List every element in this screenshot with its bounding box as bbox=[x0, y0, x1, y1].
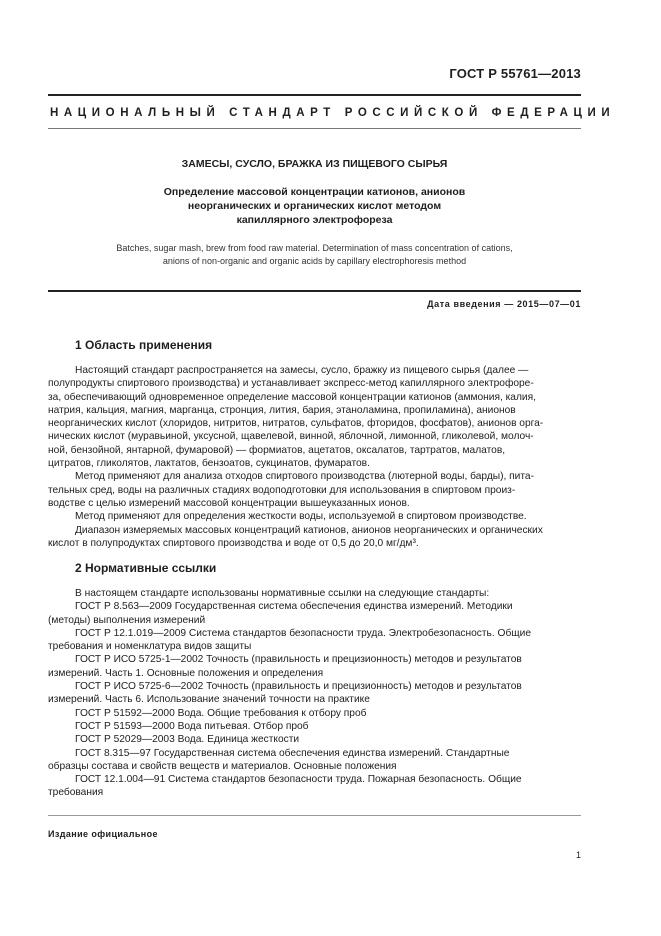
text-line: цитратов, гликолятов, лактатов, бензоатов, сукцинатов, фумаратов. bbox=[48, 458, 370, 470]
text-line: ГОСТ Р ИСО 5725-1—2002 Точность (правильность и прецизионность) методов и результатов bbox=[75, 654, 522, 666]
text-line: требования bbox=[48, 787, 104, 799]
text-line: Метод применяют для определения жесткости воды, используемой в спиртовом производстве. bbox=[75, 511, 527, 523]
text-line: В настоящем стандарте использованы нормативные ссылки на следующие стандарты: bbox=[75, 588, 490, 599]
text-line: ГОСТ Р 51593—2000 Вода питьевая. Отбор проб bbox=[75, 720, 309, 732]
text-line: ГОСТ 8.315—97 Государственная система обеспечения единства измерений. Стандартные bbox=[75, 747, 510, 759]
text-line: ГОСТ Р ИСО 5725-6—2002 Точность (правильность и прецизионность) методов и результатов bbox=[75, 681, 522, 693]
date-rule bbox=[48, 290, 581, 292]
section-2-body bbox=[48, 587, 581, 800]
subtitle-line: Определение массовой концентрации катионов, анионов bbox=[163, 186, 466, 198]
text-line: измерений. Часть 1. Основные положения и определения bbox=[48, 667, 324, 679]
text-line: Метод применяют для анализа отходов спиртового производства (лютерной воды, барды), пита- bbox=[75, 471, 534, 483]
text-line: Настоящий стандарт распространяется на замесы, сусло, бражку из пищевого сырья (далее — bbox=[75, 365, 529, 376]
english-title-line: Batches, sugar mash, brew from food raw material. Determination of mass concentration of cations, bbox=[116, 243, 513, 253]
introduction-date: Дата введения — 2015—07—01 bbox=[427, 299, 581, 309]
subtitle-line: капиллярного электрофореза bbox=[236, 214, 393, 226]
text-line: натрия, кальция, магния, марганца, стронция, лития, бария, этаноламина, пропиламина), анионов bbox=[48, 404, 516, 416]
section-1-heading: 1 Область применения bbox=[75, 338, 213, 352]
section-1-body bbox=[48, 364, 581, 550]
top-rule bbox=[48, 94, 581, 96]
standard-code: ГОСТ Р 55761—2013 bbox=[449, 66, 581, 81]
text-line: тельных сред, воды на различных стадиях водоподготовки для использования в спиртовом произ- bbox=[48, 484, 516, 496]
text-line: ГОСТ Р 52029—2003 Вода. Единица жесткости bbox=[75, 734, 300, 746]
page-number: 1 bbox=[575, 850, 581, 860]
document-subtitle bbox=[48, 185, 581, 227]
text-line: водстве с целью измерений массовой концентрации вышеуказанных ионов. bbox=[48, 497, 410, 509]
text-line: нических кислот (муравьиной, уксусной, щавелевой, винной, яблочной, лимонной, гликолевой, молоч- bbox=[48, 431, 534, 443]
text-line: ГОСТ Р 51592—2000 Вода. Общие требования к отбору проб bbox=[75, 707, 367, 719]
official-edition-label: Издание официальное bbox=[48, 829, 158, 839]
text-line: требования и номенклатура видов защиты bbox=[48, 641, 252, 653]
text-line: полупродукты спиртового производства) и устанавливает экспресс-метод капиллярного электрофоре- bbox=[48, 378, 534, 390]
text-line: ГОСТ 12.1.004—91 Система стандартов безопасности труда. Пожарная безопасность. Общие bbox=[75, 774, 522, 786]
section-2-heading: 2 Нормативные ссылки bbox=[75, 561, 217, 575]
english-title bbox=[48, 242, 581, 268]
text-line: неорганических кислот (хлоридов, нитритов, нитратов, сульфатов, фторидов, фосфатов), анионов орга- bbox=[48, 418, 544, 430]
document-title: ЗАМЕСЫ, СУСЛО, БРАЖКА ИЗ ПИЩЕВОГО СЫРЬЯ bbox=[181, 158, 448, 170]
text-line: Диапазон измеряемых массовых концентраций катионов, анионов неорганических и органических bbox=[75, 524, 543, 536]
footer-rule bbox=[48, 815, 581, 816]
text-line: образцы состава и свойств веществ и материалов. Основные положения bbox=[48, 760, 397, 772]
header-rule bbox=[48, 128, 581, 129]
text-line: ной, бензойной, янтарной, фумаровой) — формиатов, ацетатов, оксалатов, тартратов, малатов, bbox=[48, 444, 506, 456]
text-line: измерений. Часть 6. Использование значений точности на практике bbox=[48, 694, 370, 706]
national-standard-heading: НАЦИОНАЛЬНЫЙ СТАНДАРТ РОССИЙСКОЙ ФЕДЕРАЦИИ bbox=[50, 107, 616, 119]
subtitle-line: неорганических и органических кислот методом bbox=[187, 200, 442, 212]
text-line: кислот в полупродуктах спиртового производства и воде от 0,5 до 20,0 мг/дм³. bbox=[48, 537, 419, 549]
text-line: (методы) выполнения измерений bbox=[48, 614, 206, 626]
text-line: за, обеспечивающий одновременное определение массовой концентрации катионов (аммония, калия, bbox=[48, 391, 536, 403]
text-line: ГОСТ Р 8.563—2009 Государственная система обеспечения единства измерений. Методики bbox=[75, 601, 513, 613]
english-title-line: anions of non-organic and organic acids by capillary electrophoresis method bbox=[162, 256, 467, 266]
text-line: ГОСТ Р 12.1.019—2009 Система стандартов безопасности труда. Электробезопасность. Общие bbox=[75, 627, 532, 639]
